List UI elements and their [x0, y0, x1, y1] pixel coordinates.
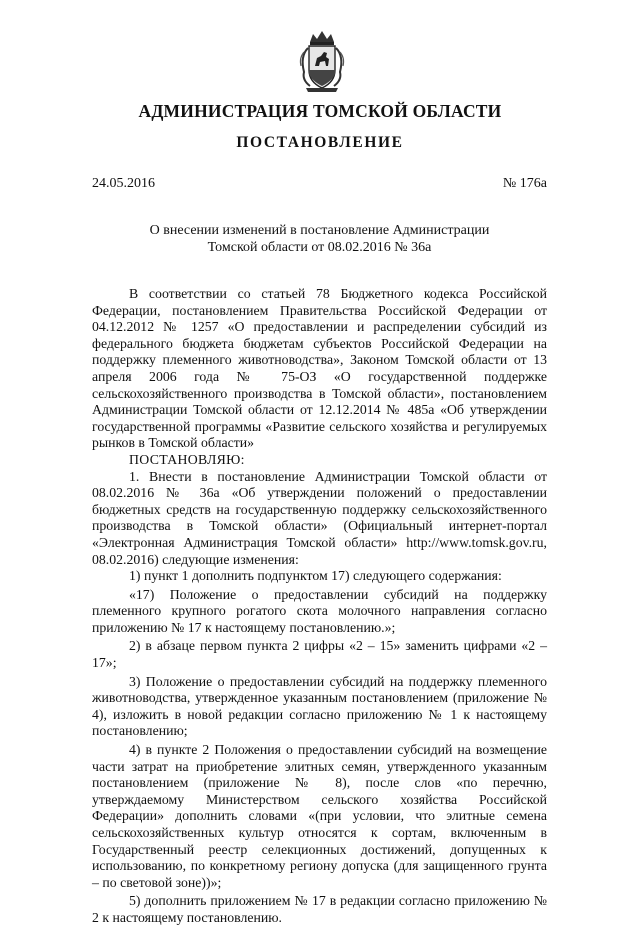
clause-1-item-5: 5) дополнить приложением № 17 в редакции согласно приложению № 2 к настоящему постановлению.	[92, 893, 547, 925]
clause-1: 1. Внести в постановление Администрации Томской области от 08.02.2016 № 36а «Об утверждении положений о предоставлении бюджетных средств на государственную поддержку сельскохозяйственного производства в Томской области» (Официальный интернет-портал «Электронная Администрация Томской области» http://www.tomsk.gov.ru, 08.02.2016) следующие изменения:	[92, 468, 547, 567]
preamble-paragraph: В соответствии со статьей 78 Бюджетного кодекса Российской Федерации, постановлением Правительства Российской Федерации от 04.12.2012 № 1257 «О предоставлении и распределении субсидий из федерального бюджета бюджетам субъектов Российской Федерации на поддержку племенного животноводства», Законом Томской области от 13 апреля 2006 года № 75-ОЗ «О государственной поддержке сельскохозяйственного производства в Томской области», постановлением Администрации Томской области от 12.12.2014 № 485а «Об утверждении государственной программы «Развитие сельского хозяйства и регулируемых рынков в Томской области»	[92, 286, 547, 451]
clause-1-item-3: 3) Положение о предоставлении субсидий на поддержку племенного животноводства, утвержденное указанным постановлением (приложение № 4), изложить в новой редакции согласно приложению № 1 к настоящему постановлению;	[92, 673, 547, 739]
document-date: 24.05.2016	[92, 176, 155, 191]
document-title	[92, 222, 547, 256]
clause-1-item-1: 1) пункт 1 дополнить подпунктом 17) следующего содержания:	[129, 568, 502, 584]
title-line-2: Томской области от 08.02.2016 № 36а	[207, 240, 432, 255]
decree-heading: ПОСТАНОВЛЯЮ:	[129, 451, 245, 467]
clause-1-item-1-quote: «17) Положение о предоставлении субсидий на поддержку племенного крупного рогатого скота молочного направления согласно приложению № 17 к настоящему постановлению.»;	[92, 586, 547, 635]
document-type: ПОСТАНОВЛЕНИЕ	[236, 134, 404, 151]
document-number: № 176а	[502, 176, 547, 191]
title-line-1: О внесении изменений в постановление Администрации	[149, 223, 490, 238]
organization-name: АДМИНИСТРАЦИЯ ТОМСКОЙ ОБЛАСТИ	[138, 101, 502, 121]
coat-of-arms-icon	[296, 28, 348, 96]
clause-1-item-2: 2) в абзаце первом пункта 2 цифры «2 – 15» заменить цифрами «2 – 17»;	[92, 638, 547, 671]
clause-1-item-4: 4) в пункте 2 Положения о предоставлении субсидий на возмещение части затрат на приобретение элитных семян, утвержденного указанным постановлением (приложение № 8), после слов «по перечню, утверждаемому Министерством сельского хозяйства Российской Федерации» дополнить словами «(при условии, что элитные семена сельскохозяйственных культур относятся к сортам, включенным в Государственный реестр селекционных достижений, допущенных к использованию, по конкретному региону допуска (для защищенного грунта – по световой зоне))»;	[92, 742, 547, 890]
document-body	[92, 286, 547, 927]
